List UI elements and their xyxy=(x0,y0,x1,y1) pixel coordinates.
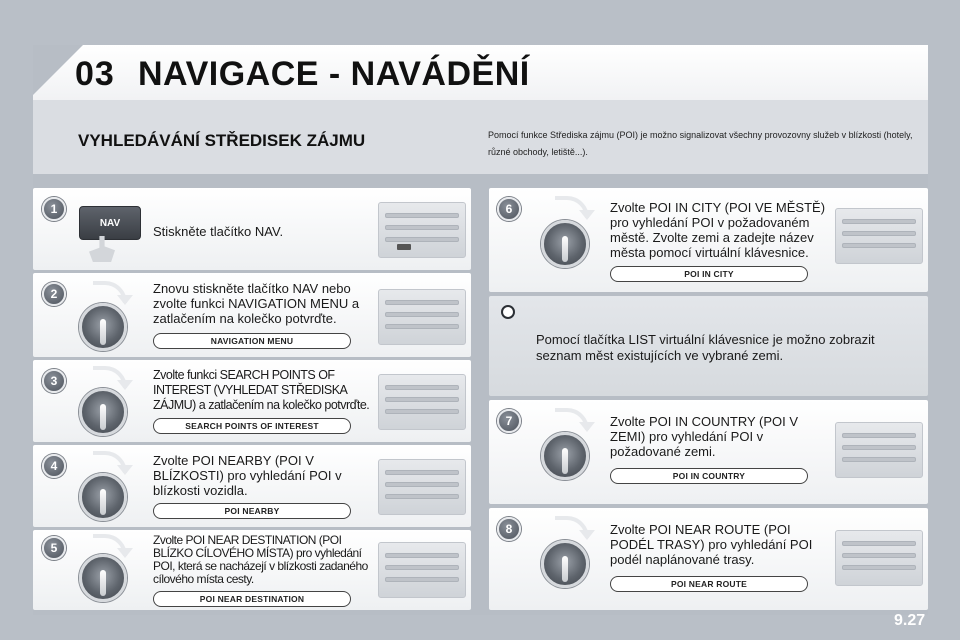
radio-panel-icon xyxy=(378,289,466,345)
dial-knob-icon xyxy=(541,220,589,268)
section-intro: Pomocí funkce Střediska zájmu (POI) je možno signalizovat všechny provozovny služeb v blízkosti (hotely, různé obchody, letiště...). xyxy=(488,130,913,157)
step-text-8: Zvolte POI NEAR ROUTE (POI PODÉL TRASY) pro vyhledání POI podél naplánované trasy. xyxy=(610,522,813,567)
radio-panel-icon xyxy=(835,208,923,264)
rotate-arrow-icon xyxy=(555,196,589,218)
step-badge-4: 4 xyxy=(42,454,66,478)
chapter-number: 03 xyxy=(75,55,115,93)
rotate-arrow-icon xyxy=(93,366,127,388)
step-text-5: Zvolte POI NEAR DESTINATION (POI BLÍZKO CÍLOVÉHO MÍSTA) pro vyhledání POI, která se nacházejí v blízkosti zadaného cílového místa cesty. xyxy=(153,533,368,586)
pill-poi-in-city: POI IN CITY xyxy=(610,266,808,282)
rotate-arrow-icon xyxy=(93,534,127,556)
pill-poi-in-country: POI IN COUNTRY xyxy=(610,468,808,484)
step-card-3 xyxy=(33,360,471,442)
step-badge-1: 1 xyxy=(42,197,66,221)
dial-knob-icon xyxy=(79,473,127,521)
step-card-5 xyxy=(33,530,471,610)
rotate-arrow-icon xyxy=(555,516,589,538)
step-badge-8: 8 xyxy=(497,517,521,541)
step-text-4: Zvolte POI NEARBY (POI V BLÍZKOSTI) pro vyhledání POI v blízkosti vozidla. xyxy=(153,453,342,498)
dial-knob-icon xyxy=(79,388,127,436)
radio-panel-icon xyxy=(378,542,466,598)
tip-sun-icon xyxy=(501,305,515,319)
step-text-6: Zvolte POI IN CITY (POI VE MĚSTĚ) pro vyhledání POI v požadovaném městě. Zvolte zemi a zadejte název města pomocí virtuální klávesnice. xyxy=(610,200,826,260)
step-text-2: Znovu stiskněte tlačítko NAV nebo zvolte funkci NAVIGATION MENU a zatlačením na kolečko potvrďte. xyxy=(153,281,360,326)
step-card-8 xyxy=(489,508,928,610)
radio-panel-icon xyxy=(378,459,466,515)
radio-panel-icon xyxy=(378,202,466,258)
rotate-arrow-icon xyxy=(93,281,127,303)
step-badge-6: 6 xyxy=(497,197,521,221)
step-card-1 xyxy=(33,188,471,270)
step-card-2 xyxy=(33,273,471,357)
rotate-arrow-icon xyxy=(555,408,589,430)
pill-navigation-menu: NAVIGATION MENU xyxy=(153,333,351,349)
dial-knob-icon xyxy=(541,432,589,480)
nav-key-icon: NAV xyxy=(79,206,141,240)
page-title: NAVIGACE - NAVÁDĚNÍ xyxy=(138,55,530,93)
step-badge-5: 5 xyxy=(42,536,66,560)
section-title: VYHLEDÁVÁNÍ STŘEDISEK ZÁJMU xyxy=(78,131,366,150)
page-number: 9.27 xyxy=(894,612,926,629)
step-text-3: Zvolte funkci SEARCH POINTS OF INTEREST (VYHLEDAT STŘEDISKA ZÁJMU) a zatlačením na kolečko potvrďte. xyxy=(153,368,370,412)
step-text-1: Stiskněte tlačítko NAV. xyxy=(153,224,284,239)
rotate-arrow-icon xyxy=(93,451,127,473)
step-badge-7: 7 xyxy=(497,409,521,433)
step-badge-2: 2 xyxy=(42,282,66,306)
radio-panel-icon xyxy=(378,374,466,430)
step-card-4 xyxy=(33,445,471,527)
radio-panel-icon xyxy=(835,422,923,478)
info-text: Pomocí tlačítka LIST virtuální klávesnice je možno zobrazit seznam měst existujících ve vybrané zemi. xyxy=(536,332,875,363)
radio-panel-icon xyxy=(835,530,923,586)
pill-poi-nearby: POI NEARBY xyxy=(153,503,351,519)
dial-knob-icon xyxy=(79,303,127,351)
step-badge-3: 3 xyxy=(42,369,66,393)
pill-poi-near-route: POI NEAR ROUTE xyxy=(610,576,808,592)
step-text-7: Zvolte POI IN COUNTRY (POI V ZEMI) pro vyhledání POI v požadované zemi. xyxy=(610,414,799,459)
step-card-6 xyxy=(489,188,928,292)
pill-search-points-of-interest: SEARCH POINTS OF INTEREST xyxy=(153,418,351,434)
dial-knob-icon xyxy=(541,540,589,588)
dial-knob-icon xyxy=(79,554,127,602)
pill-poi-near-destination: POI NEAR DESTINATION xyxy=(153,591,351,607)
step-card-7 xyxy=(489,400,928,504)
